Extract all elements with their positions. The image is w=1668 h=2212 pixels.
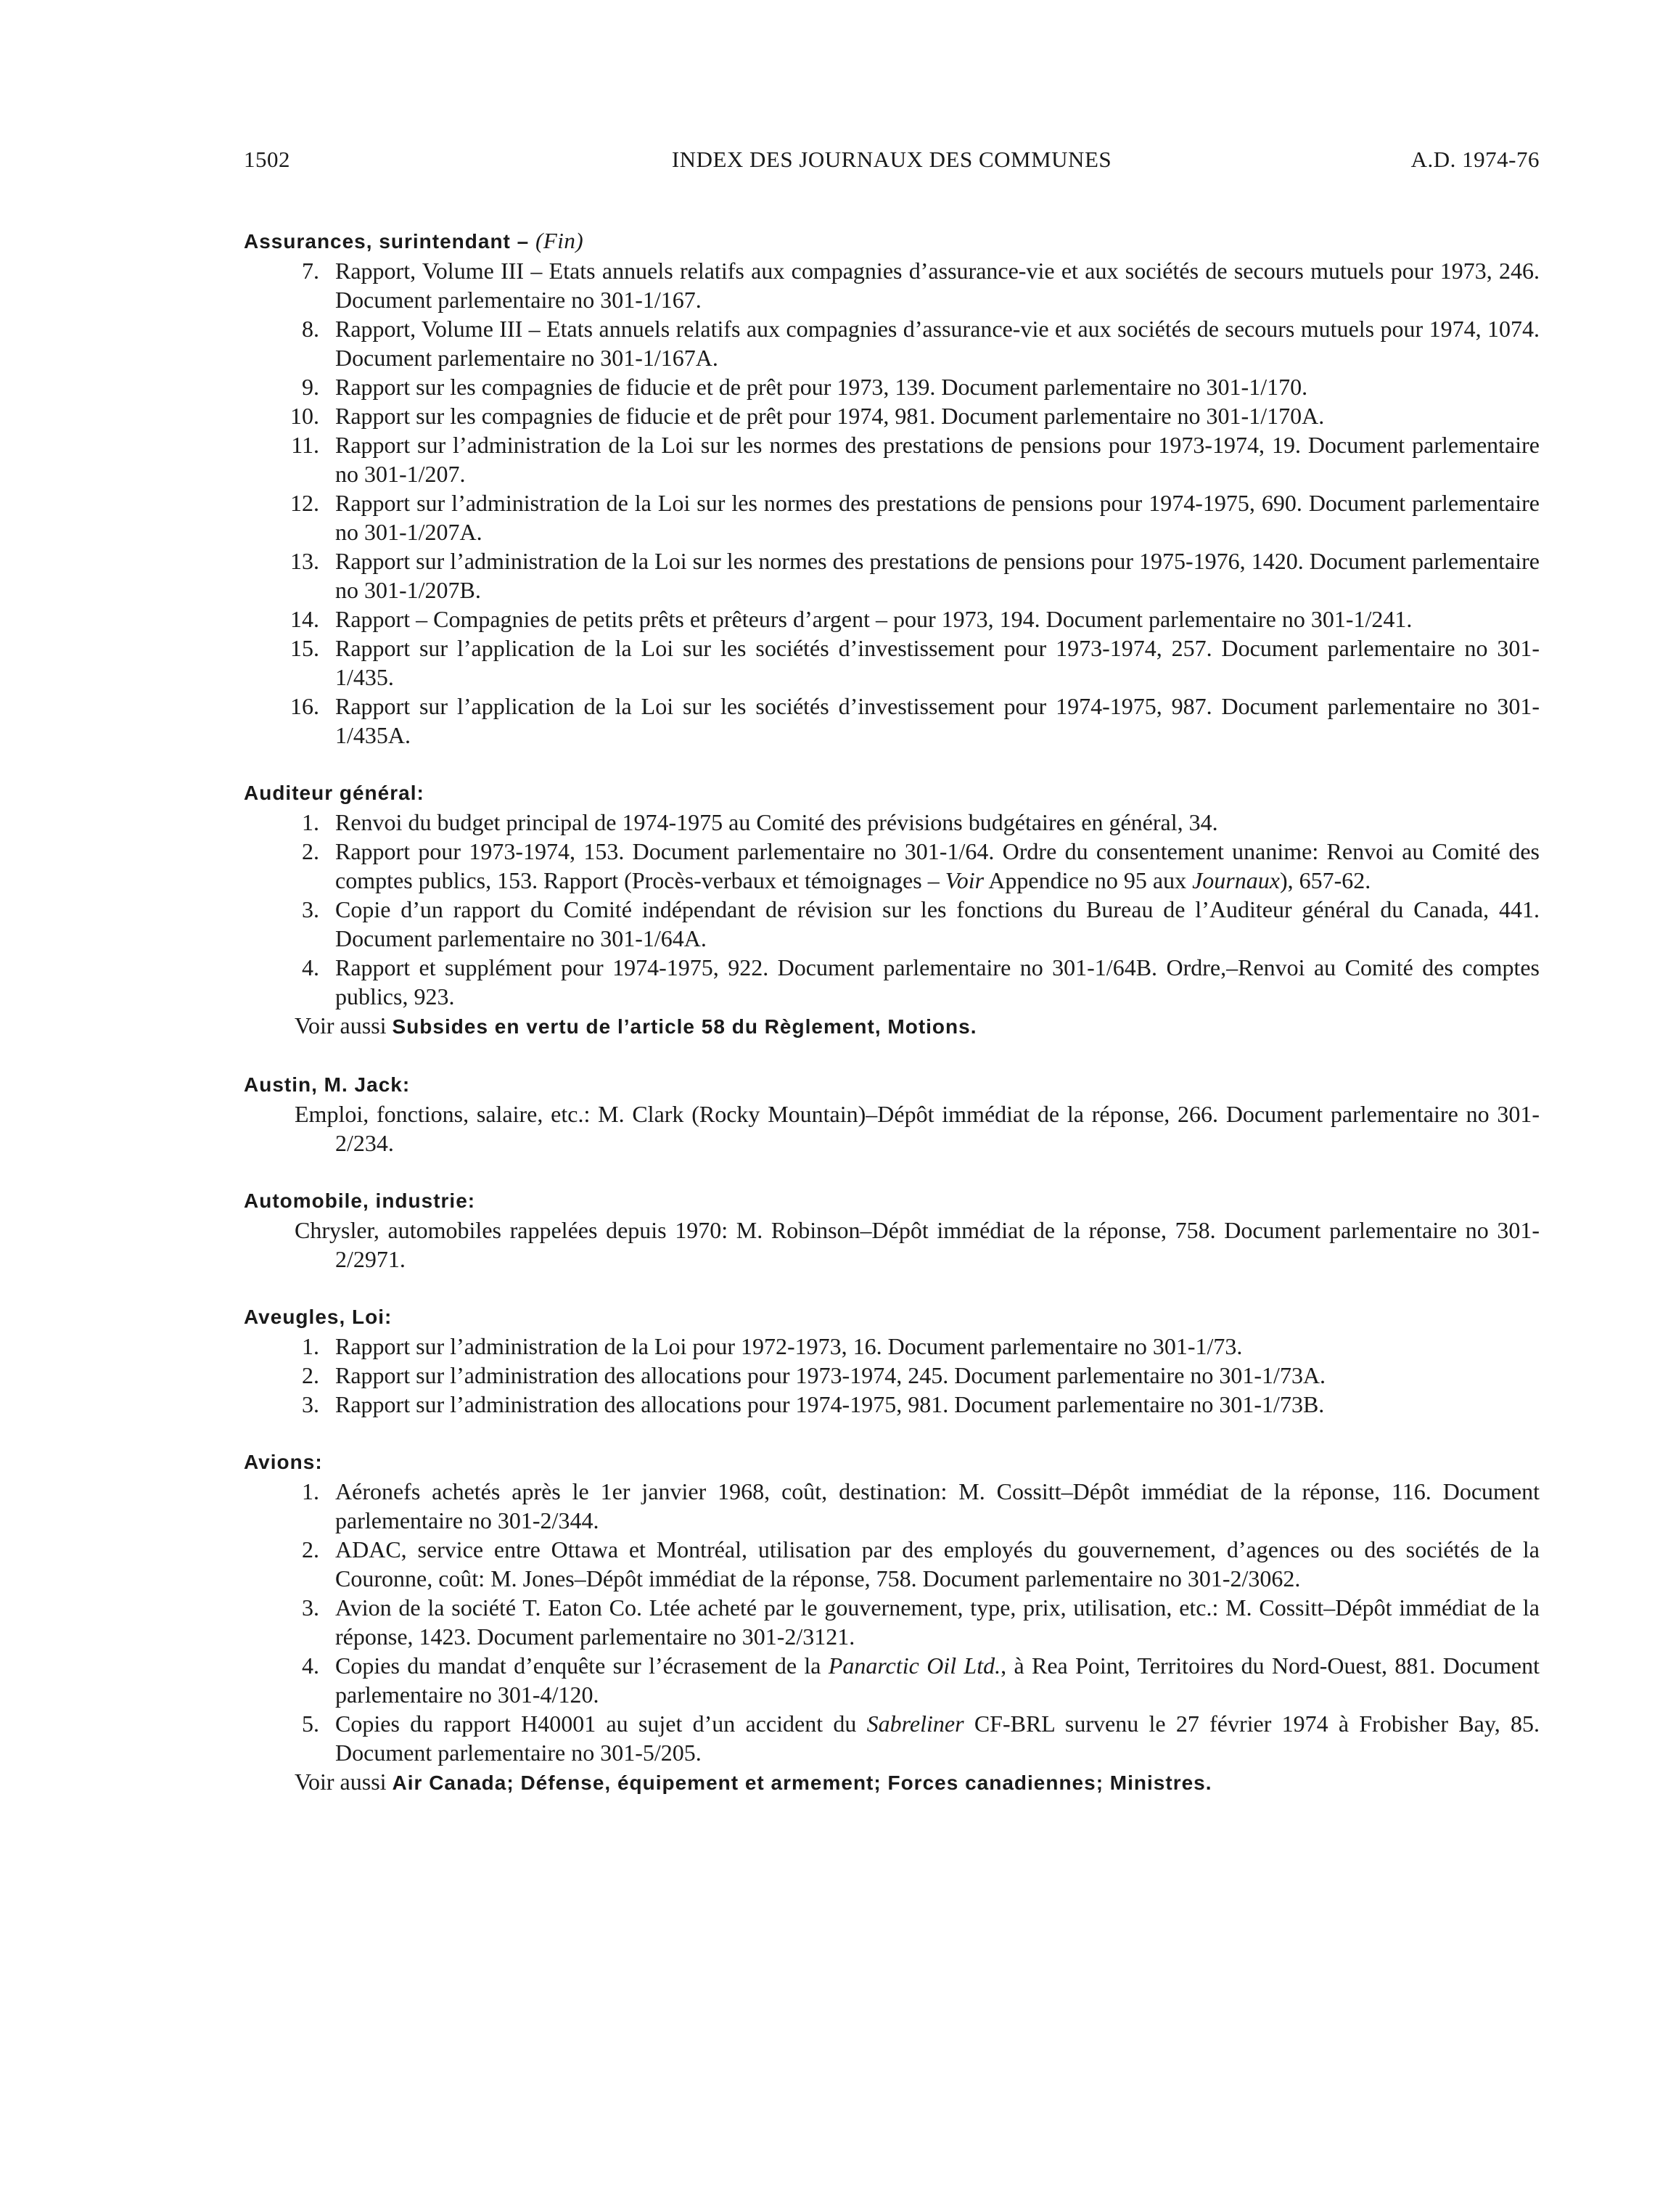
- index-content: [244, 226, 1540, 1827]
- index-entry: 2. Rapport sur l’administration des allocations pour 1973-1974, 245. Document parlementaire no 301-1/73A.: [302, 1362, 1326, 1388]
- index-section-avions: [244, 1448, 1540, 1798]
- see-also-refs: Air Canada; Défense, équipement et armement; Forces canadiennes; Ministres.: [392, 1771, 1212, 1794]
- index-entry: 9. Rapport sur les compagnies de fiducie et de prêt pour 1973, 139. Document parlementaire no 301-1/170.: [302, 374, 1308, 400]
- index-section-auditeur-general: [244, 779, 1540, 1041]
- index-entry: 2. ADAC, service entre Ottawa et Montréal, utilisation par des employés du gouvernement, d’agences ou des sociétés de la Couronne, coût: M. Jones–Dépôt immédiat de la réponse, 758. Document parlementaire no 301-2/3062.: [302, 1536, 1540, 1592]
- index-entry-text: Emploi, fonctions, salaire, etc.: M. Clark (Rocky Mountain)–Dépôt immédiat de la réponse, 266. Document parlementaire no 301-2/234.: [295, 1101, 1540, 1156]
- index-entry: 11. Rapport sur l’administration de la Loi sur les normes des prestations de pensions pour 1973-1974, 19. Document parlementaire no 301-1/207.: [291, 432, 1540, 487]
- index-entry: 1. Renvoi du budget principal de 1974-1975 au Comité des prévisions budgétaires en général, 34.: [302, 809, 1218, 835]
- section-heading: Aveugles, Loi:: [244, 1306, 393, 1328]
- index-entry: 15. Rapport sur l’application de la Loi sur les sociétés d’investissement pour 1973-1974, 257. Document parlementaire no 301-1/435.: [290, 635, 1540, 690]
- section-heading: Auditeur général:: [244, 782, 424, 804]
- see-also: Voir aussi Subsides en vertu de l’article 58 du Règlement, Motions.: [295, 1012, 977, 1039]
- index-entry: 3. Rapport sur l’administration des allocations pour 1974-1975, 981. Document parlementaire no 301-1/73B.: [302, 1391, 1325, 1417]
- index-section-assurances: [244, 226, 1540, 750]
- index-entry: 4. Rapport et supplément pour 1974-1975, 922. Document parlementaire no 301-1/64B. Ordre,–Renvoi au Comité des comptes publics, 923.: [302, 954, 1540, 1009]
- index-entry: 7. Rapport, Volume III – Etats annuels relatifs aux compagnies d’assurance-vie et aux sociétés de secours mutuels pour 1973, 246. Document parlementaire no 301-1/167.: [302, 258, 1540, 313]
- section-heading: Austin, M. Jack:: [244, 1073, 411, 1096]
- section-heading: Automobile, industrie:: [244, 1189, 476, 1212]
- index-entry: 12. Rapport sur l’administration de la Loi sur les normes des prestations de pensions pour 1974-1975, 690. Document parlementaire no 301-1/207A.: [290, 490, 1540, 545]
- index-entry: 16. Rapport sur l’application de la Loi sur les sociétés d’investissement pour 1974-1975, 987. Document parlementaire no 301-1/435A.: [290, 693, 1540, 748]
- index-entry: 8. Rapport, Volume III – Etats annuels relatifs aux compagnies d’assurance-vie et aux sociétés de secours mutuels pour 1974, 1074. Document parlementaire no 301-1/167A.: [302, 316, 1540, 371]
- heading-suffix: (Fin): [535, 228, 584, 253]
- section-heading: Avions:: [244, 1451, 323, 1473]
- page-header: [244, 147, 1540, 180]
- index-entry: 1. Rapport sur l’administration de la Loi pour 1972-1973, 16. Document parlementaire no 301-1/73.: [302, 1333, 1243, 1359]
- section-heading: Assurances, surintendant – (Fin): [244, 228, 584, 253]
- running-title: INDEX DES JOURNAUX DES COMMUNES: [671, 147, 1112, 172]
- index-entry: 2. Rapport pour 1973-1974, 153. Document parlementaire no 301-1/64. Ordre du consentement unanime: Renvoi au Comité des comptes publics, 153. Rapport (Procès-verbaux et témoignages – Voir Appendice no 95 aux Journaux), 657-62.: [302, 838, 1540, 893]
- see-also-refs: Subsides en vertu de l’article 58 du Règlement, Motions.: [392, 1015, 977, 1038]
- index-entry: 4. Copies du mandat d’enquête sur l’écrasement de la Panarctic Oil Ltd., à Rea Point, Territoires du Nord-Ouest, 881. Document parlementaire no 301-4/120.: [302, 1652, 1540, 1708]
- year-range: A.D. 1974-76: [1410, 147, 1540, 172]
- index-entry: 14. Rapport – Compagnies de petits prêts et prêteurs d’argent – pour 1973, 194. Document parlementaire no 301-1/241.: [290, 606, 1413, 632]
- index-entry: 3. Copie d’un rapport du Comité indépendant de révision sur les fonctions du Bureau de l’Auditeur général du Canada, 441. Document parlementaire no 301-1/64A.: [302, 896, 1540, 951]
- see-also: Voir aussi Air Canada; Défense, équipement et armement; Forces canadiennes; Ministres.: [295, 1769, 1212, 1795]
- index-entry: 10. Rapport sur les compagnies de fiducie et de prêt pour 1974, 981. Document parlementaire no 301-1/170A.: [290, 403, 1325, 429]
- index-section-automobile: [244, 1187, 1540, 1274]
- index-entry-text: Chrysler, automobiles rappelées depuis 1970: M. Robinson–Dépôt immédiat de la réponse, 758. Document parlementaire no 301-2/2971.: [295, 1217, 1540, 1272]
- index-section-aveugles: [244, 1303, 1540, 1419]
- index-entry: 1. Aéronefs achetés après le 1er janvier 1968, coût, destination: M. Cossitt–Dépôt immédiat de la réponse, 116. Document parlementaire no 301-2/344.: [302, 1478, 1540, 1533]
- index-entry: 5. Copies du rapport H40001 au sujet d’un accident du Sabreliner CF-BRL survenu le 27 février 1974 à Frobisher Bay, 85. Document parlementaire no 301-5/205.: [302, 1711, 1540, 1766]
- index-entry: 13. Rapport sur l’administration de la Loi sur les normes des prestations de pensions pour 1975-1976, 1420. Document parlementaire no 301-1/207B.: [290, 548, 1540, 603]
- page-number: 1502: [244, 147, 290, 172]
- index-section-austin: [244, 1070, 1540, 1158]
- index-entry: 3. Avion de la société T. Eaton Co. Ltée acheté par le gouvernement, type, prix, utilisation, etc.: M. Cossitt–Dépôt immédiat de la réponse, 1423. Document parlementaire no 301-2/3121.: [302, 1594, 1540, 1650]
